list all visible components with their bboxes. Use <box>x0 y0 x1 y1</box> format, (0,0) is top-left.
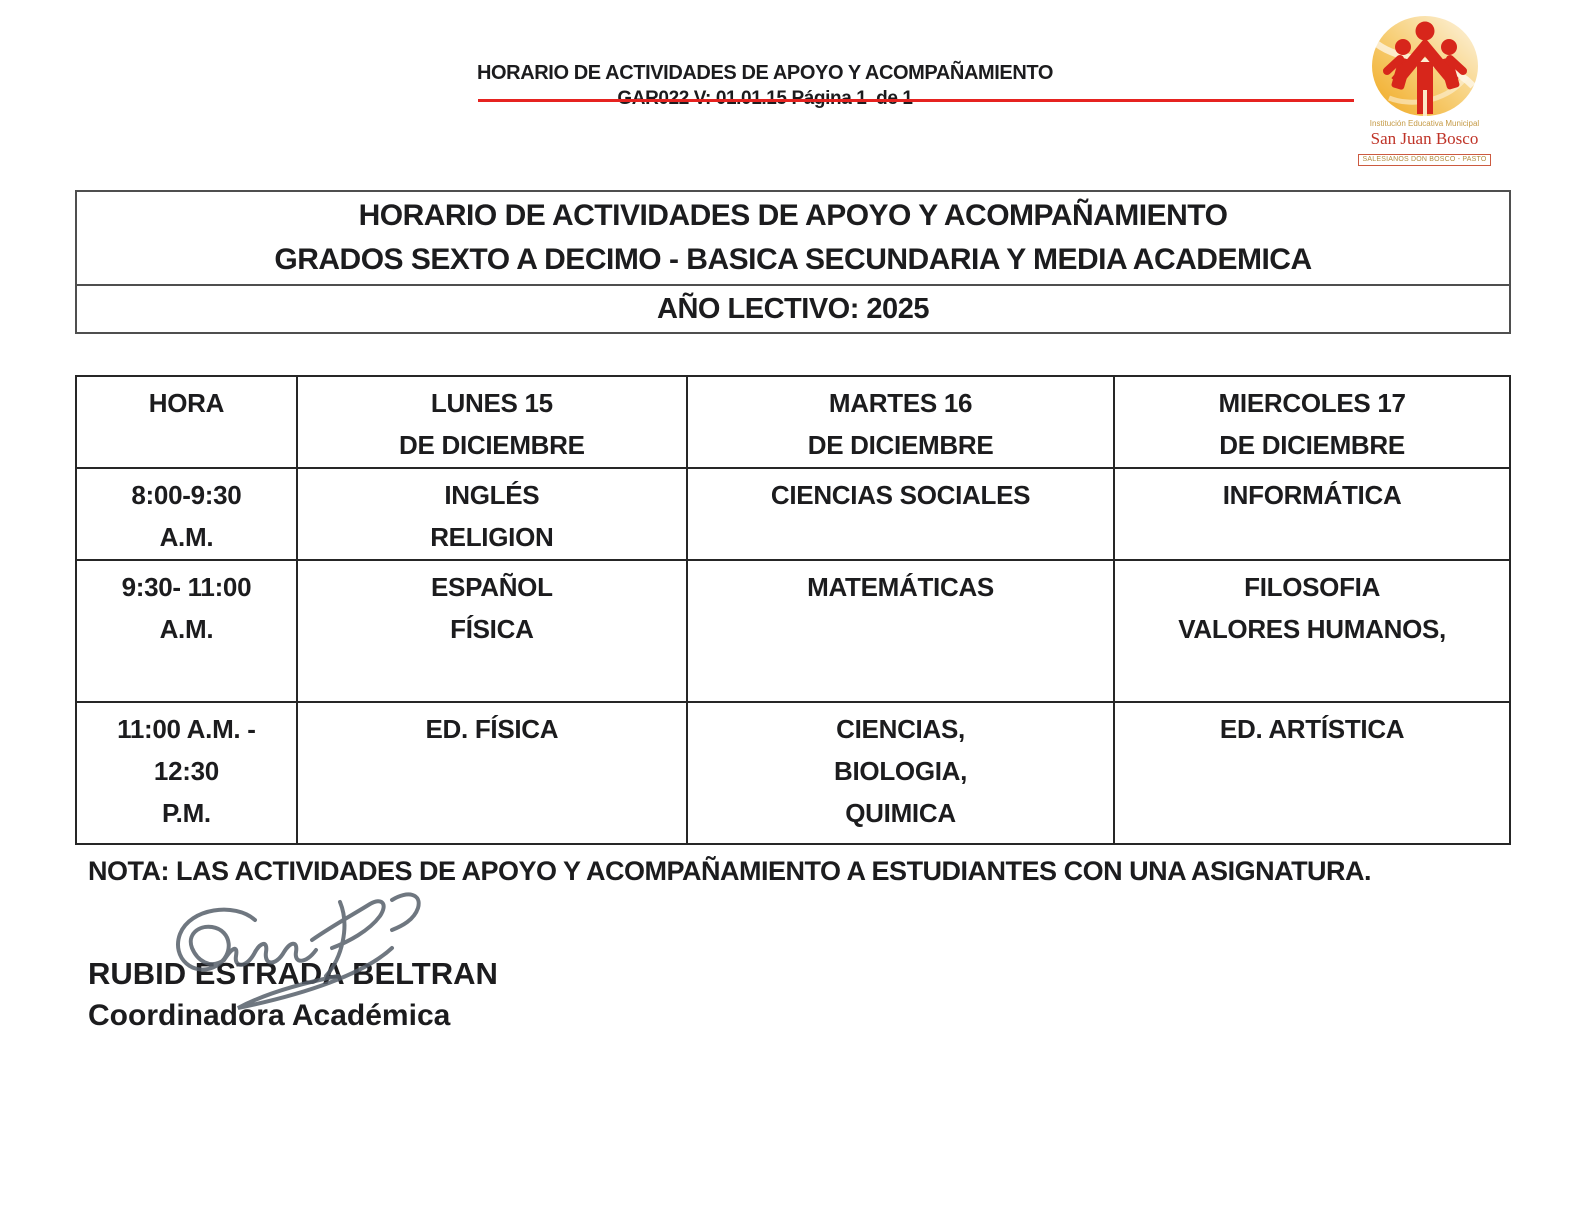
cell-miercoles-row1: INFORMÁTICA <box>1114 468 1510 560</box>
header-rule-line <box>478 99 1354 102</box>
col-header-hora: HORA <box>76 376 297 468</box>
cell-lunes-row3: ED. FÍSICA <box>297 702 687 844</box>
document-title-line2: GRADOS SEXTO A DECIMO - BASICA SECUNDARIA Y MEDIA ACADEMICA <box>274 243 1312 276</box>
cell-martes-row1: CIENCIAS SOCIALES <box>687 468 1114 560</box>
school-year-label: AÑO LECTIVO: 2025 <box>76 285 1510 333</box>
cell-hora-row2: 9:30- 11:00 A.M. <box>76 560 297 702</box>
signatory-role: Coordinadora Académica <box>88 999 451 1032</box>
cell-martes-row3: CIENCIAS, BIOLOGIA, QUIMICA <box>687 702 1114 844</box>
page-header <box>0 62 1530 110</box>
title-row <box>76 191 1510 285</box>
institution-logo <box>1352 14 1497 166</box>
col-header-miercoles: MIERCOLES 17 DE DICIEMBRE <box>1114 376 1510 468</box>
schedule-table <box>75 375 1511 845</box>
page-header-title: HORARIO DE ACTIVIDADES DE APOYO Y ACOMPAÑAMIENTO <box>476 62 1054 84</box>
cell-miercoles-row3: ED. ARTÍSTICA <box>1114 702 1510 844</box>
schedule-header-row <box>76 376 1510 468</box>
signatory-name: RUBID ESTRADA BELTRAN <box>88 956 498 991</box>
cell-lunes-row1: INGLÉS RELIGION <box>297 468 687 560</box>
note-text: NOTA: LAS ACTIVIDADES DE APOYO Y ACOMPAÑAMIENTO A ESTUDIANTES CON UNA ASIGNATURA. <box>88 856 1372 886</box>
signature-icon <box>140 886 430 1026</box>
col-header-lunes: LUNES 15 DE DICIEMBRE <box>297 376 687 468</box>
logo-subtitle-text: SALESIANOS DON BOSCO - PASTO <box>1358 154 1492 166</box>
schedule-row-3 <box>76 702 1510 844</box>
cell-hora-row1: 8:00-9:30 A.M. <box>76 468 297 560</box>
logo-institution-text: Institución Educativa Municipal <box>1369 119 1480 128</box>
cell-hora-row3: 11:00 A.M. - 12:30 P.M. <box>76 702 297 844</box>
schedule-row-1 <box>76 468 1510 560</box>
schedule-row-2 <box>76 560 1510 702</box>
document-title <box>76 191 1510 285</box>
cell-miercoles-row2: FILOSOFIA VALORES HUMANOS, <box>1114 560 1510 702</box>
san-juan-bosco-logo-icon <box>1369 14 1481 118</box>
cell-lunes-row2: ESPAÑOL FÍSICA <box>297 560 687 702</box>
year-row <box>76 285 1510 333</box>
cell-martes-row2: MATEMÁTICAS <box>687 560 1114 702</box>
title-block-table <box>75 190 1511 334</box>
document-title-line1: HORARIO DE ACTIVIDADES DE APOYO Y ACOMPAÑAMIENTO <box>358 199 1228 232</box>
logo-name-text: San Juan Bosco <box>1370 128 1479 148</box>
col-header-martes: MARTES 16 DE DICIEMBRE <box>687 376 1114 468</box>
